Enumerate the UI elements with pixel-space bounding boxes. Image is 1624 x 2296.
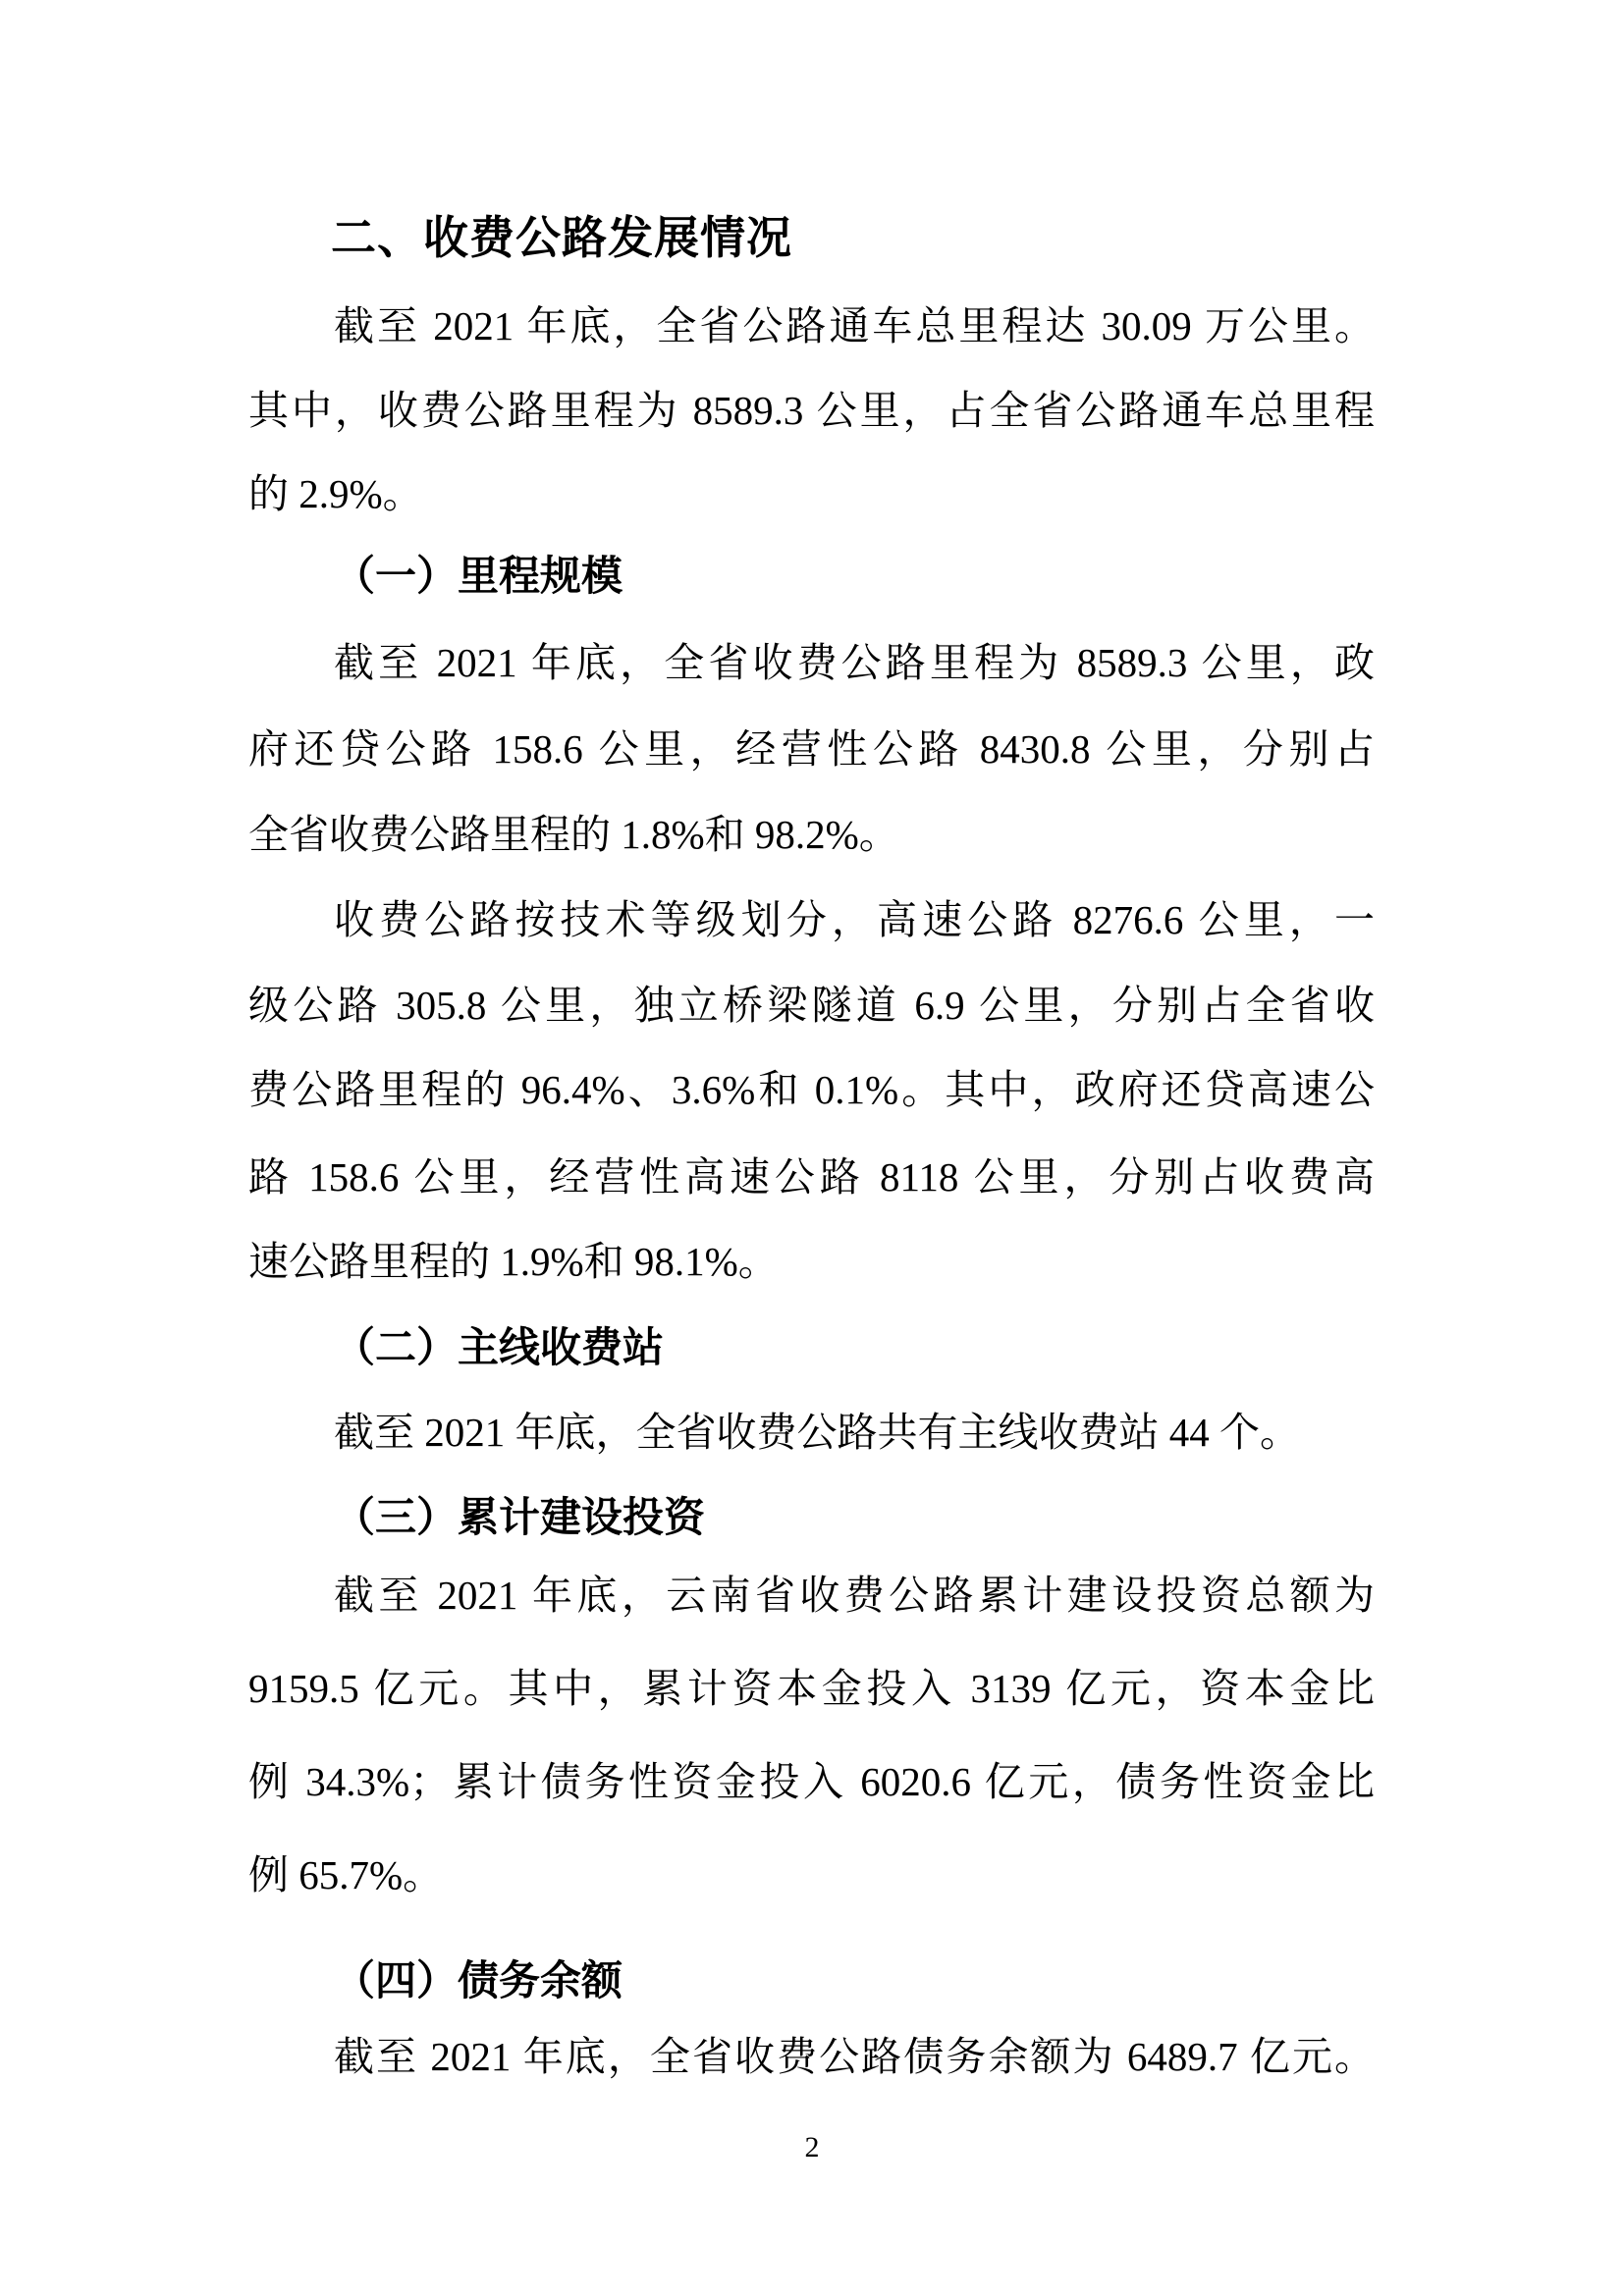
- body-line: 9159.5 亿元。其中，累计资本金投入 3139 亿元，资本金比: [248, 1667, 1375, 1711]
- body-line: 府还贷公路 158.6 公里，经营性公路 8430.8 公里，分别占: [248, 727, 1375, 772]
- body-line: 截至 2021 年底，云南省收费公路累计建设投资总额为: [334, 1574, 1375, 1618]
- body-line: 截至 2021 年底，全省收费公路债务余额为 6489.7 亿元。: [334, 2035, 1375, 2079]
- body-line: 路 158.6 公里，经营性高速公路 8118 公里，分别占收费高: [248, 1155, 1375, 1200]
- section-heading-1: （一）里程规模: [334, 555, 623, 600]
- section-heading-4: （四）债务余额: [334, 1959, 623, 2004]
- page-number: 2: [804, 2131, 820, 2163]
- chapter-heading: 二、收费公路发展情况: [331, 212, 792, 263]
- body-line: 收费公路按技术等级划分，高速公路 8276.6 公里，一: [334, 898, 1375, 942]
- body-line: 其中，收费公路里程为 8589.3 公里，占全省公路通车总里程: [248, 389, 1375, 433]
- body-line: 例 34.3%；累计债务性资金投入 6020.6 亿元，债务性资金比: [248, 1760, 1375, 1804]
- body-line: 截至 2021 年底，全省收费公路里程为 8589.3 公里，政: [334, 641, 1375, 685]
- section-heading-2: （二）主线收费站: [334, 1326, 665, 1371]
- body-line: 速公路里程的 1.9%和 98.1%。: [248, 1240, 779, 1284]
- body-line: 截至 2021 年底，全省收费公路共有主线收费站 44 个。: [334, 1411, 1300, 1455]
- body-line: 费公路里程的 96.4%、3.6%和 0.1%。其中，政府还贷高速公: [248, 1068, 1375, 1112]
- body-line: 级公路 305.8 公里，独立桥梁隧道 6.9 公里，分别占全省收: [248, 984, 1375, 1028]
- body-line: 例 65.7%。: [248, 1853, 444, 1897]
- section-heading-3: （三）累计建设投资: [334, 1496, 706, 1541]
- body-line: 截至 2021 年底，全省公路通车总里程达 30.09 万公里。: [334, 304, 1375, 348]
- body-line: 全省收费公路里程的 1.8%和 98.2%。: [248, 813, 899, 857]
- body-line: 的 2.9%。: [248, 472, 423, 516]
